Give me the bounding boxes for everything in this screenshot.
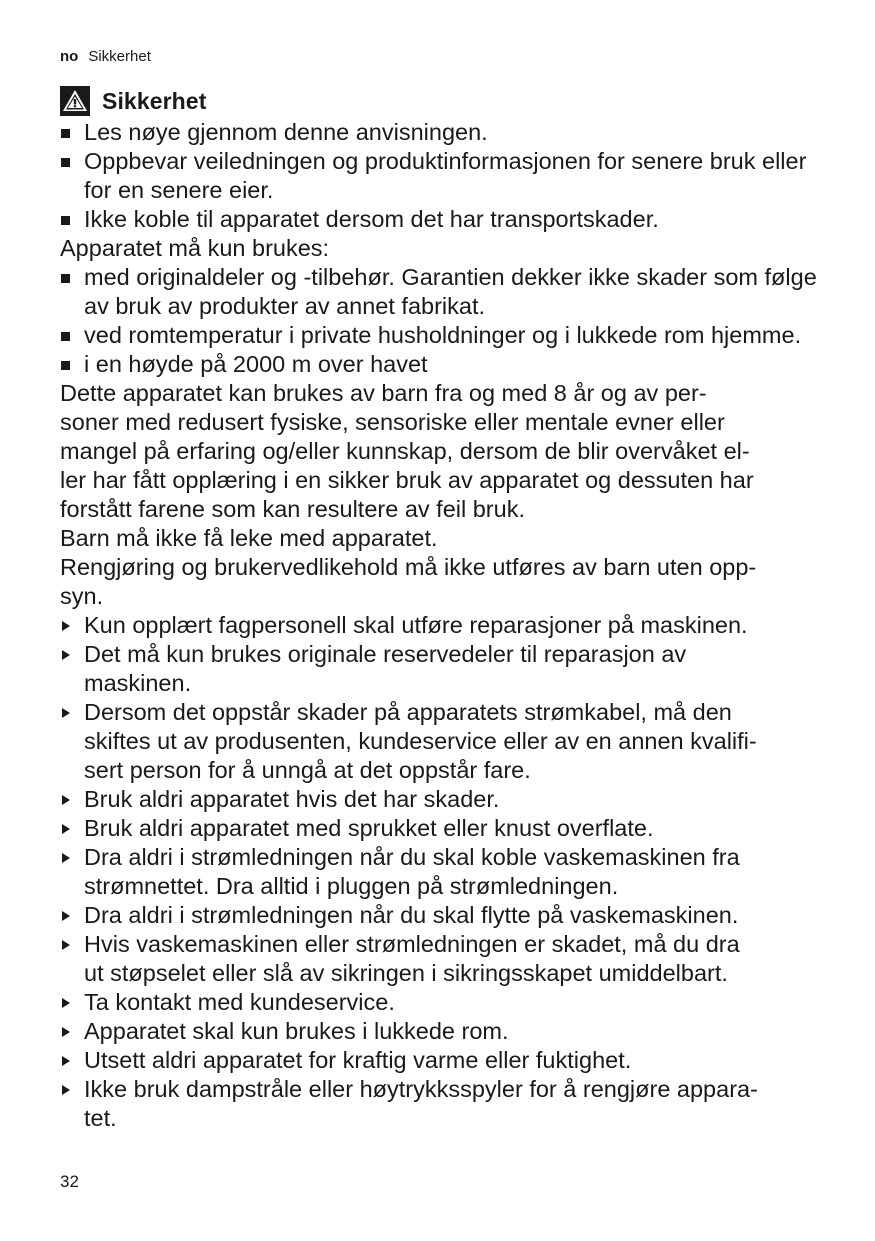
page-number: 32 — [60, 1172, 79, 1191]
list-item: Det må kun brukes originale reservedeler til reparasjon av maskinen. — [60, 640, 830, 698]
triangle-bullet-icon — [62, 795, 70, 805]
triangle-bullet-icon — [62, 998, 70, 1008]
page-title: Sikkerhet — [102, 87, 207, 114]
triangle-bullet-icon — [62, 1027, 70, 1037]
list-item: Ikke bruk dampstråle eller høytrykksspyler for å rengjøre appara- tet. — [60, 1075, 830, 1133]
square-bullet-icon — [61, 216, 70, 225]
list-item: Ta kontakt med kundeservice. — [60, 988, 830, 1017]
triangle-bullet-icon — [62, 853, 70, 863]
list-item: Ikke koble til apparatet dersom det har transportskader. — [60, 205, 830, 234]
usage-conditions-list — [60, 263, 830, 379]
cleaning-paragraph: Rengjøring og brukervedlikehold må ikke utføres av barn uten opp- syn. — [60, 554, 757, 609]
list-item: Dra aldri i strømledningen når du skal flytte på vaskemaskinen. — [60, 901, 830, 930]
list-item: ved romtemperatur i private husholdninger og i lukkede rom hjemme. — [60, 321, 830, 350]
usage-intro: Apparatet må kun brukes: — [60, 235, 330, 261]
list-item: Oppbevar veiledningen og produktinformasjonen for senere bruk eller for en senere eier. — [60, 147, 830, 205]
children-paragraph: Dette apparatet kan brukes av barn fra og med 8 år og av per- soner med redusert fysiske, sensoriske eller mentale evner eller mangel på erfaring og/eller kunnskap, dersom de blir overvåket el- ler har fått opplæring i en sikker bruk av apparatet og dessuten har forstått farene som kan resultere av feil bruk. — [60, 380, 754, 522]
body-content — [60, 118, 830, 1133]
triangle-bullet-icon — [62, 621, 70, 631]
triangle-bullet-icon — [62, 1056, 70, 1066]
triangle-bullet-icon — [62, 1085, 70, 1095]
list-item: Hvis vaskemaskinen eller strømledningen er skadet, må du dra ut støpselet eller slå av sikringen i sikringsskapet umiddelbart. — [60, 930, 830, 988]
square-bullet-icon — [61, 332, 70, 341]
list-item: Kun opplært fagpersonell skal utføre reparasjoner på maskinen. — [60, 611, 830, 640]
warning-triangle-icon — [60, 86, 90, 116]
triangle-bullet-icon — [62, 650, 70, 660]
general-safety-list — [60, 118, 830, 234]
square-bullet-icon — [61, 129, 70, 138]
list-item: Bruk aldri apparatet med sprukket eller knust overflate. — [60, 814, 830, 843]
list-item: Bruk aldri apparatet hvis det har skader. — [60, 785, 830, 814]
header-section: Sikkerhet — [88, 48, 151, 65]
triangle-bullet-icon — [62, 708, 70, 718]
square-bullet-icon — [61, 361, 70, 370]
triangle-bullet-icon — [62, 911, 70, 921]
square-bullet-icon — [61, 274, 70, 283]
children-play-paragraph: Barn må ikke få leke med apparatet. — [60, 525, 438, 551]
list-item: i en høyde på 2000 m over havet — [60, 350, 830, 379]
action-list — [60, 611, 830, 1133]
list-item: Utsett aldri apparatet for kraftig varme eller fuktighet. — [60, 1046, 830, 1075]
section-heading — [60, 86, 206, 116]
running-header — [60, 48, 151, 66]
triangle-bullet-icon — [62, 824, 70, 834]
list-item: med originaldeler og -tilbehør. Garantien dekker ikke skader som følge av bruk av produkter av annet fabrikat. — [60, 263, 830, 321]
list-item: Apparatet skal kun brukes i lukkede rom. — [60, 1017, 830, 1046]
list-item: Dra aldri i strømledningen når du skal koble vaskemaskinen fra strømnettet. Dra alltid i pluggen på strømledningen. — [60, 843, 830, 901]
square-bullet-icon — [61, 158, 70, 167]
list-item: Les nøye gjennom denne anvisningen. — [60, 118, 830, 147]
triangle-bullet-icon — [62, 940, 70, 950]
header-language: no — [60, 48, 79, 65]
list-item: Dersom det oppstår skader på apparatets strømkabel, må den skiftes ut av produsenten, kundeservice eller av en annen kvalifi- sert person for å unngå at det oppstår fare. — [60, 698, 830, 785]
